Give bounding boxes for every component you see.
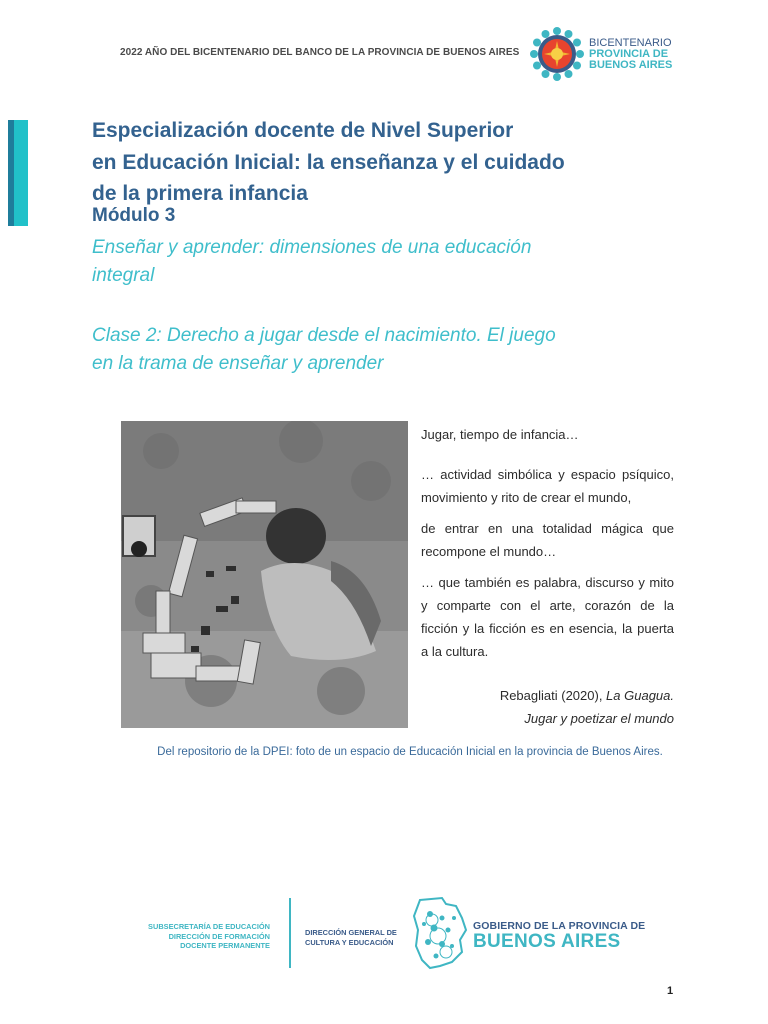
epigraph-quote — [421, 423, 674, 671]
gobierno-logo-text — [473, 920, 645, 952]
class-title-line: Clase 2: Derecho a jugar desde el nacimiento. El juego — [92, 325, 556, 346]
module-heading: Módulo 3 — [92, 205, 176, 226]
footer-subsecretaria — [130, 922, 270, 951]
citation-subtitle: Jugar y poetizar el mundo — [524, 711, 674, 726]
module-subtitle-line: Enseñar y aprender: dimensiones de una educación — [92, 237, 532, 258]
class-title-line: en la trama de enseñar y aprender — [92, 353, 384, 374]
brand-line-2: PROVINCIA DE — [589, 48, 669, 60]
side-accent-bar — [8, 120, 28, 226]
brand-line-3: BUENOS AIRES — [589, 59, 673, 71]
footer-divider — [289, 898, 291, 968]
module-subtitle — [92, 234, 652, 290]
course-title-line: de la primera infancia — [92, 182, 308, 205]
bicentenario-brand-text — [589, 38, 672, 71]
photo-caption: Del repositorio de la DPEI: foto de un espacio de Educación Inicial en la provincia de Buenos Aires. — [157, 746, 663, 758]
page-number: 1 — [667, 985, 674, 997]
quote-paragraph: … que también es palabra, discurso y mito y comparte con el arte, corazón de la ficción y la ficción es en esencia, la puerta a la cultura. — [421, 575, 674, 659]
header-bicentenary-text: 2022 AÑO DEL BICENTENARIO DEL BANCO DE LA PROVINCIA DE BUENOS AIRES — [120, 47, 520, 58]
footer-dir-line: CULTURA Y EDUCACIÓN — [305, 937, 394, 947]
quote-first-line: Jugar, tiempo de infancia… — [421, 427, 579, 442]
province-map-icon — [412, 896, 468, 970]
footer-sub-line: DOCENTE PERMANENTE — [180, 941, 270, 950]
bicentenario-logo-icon — [529, 26, 585, 82]
quote-paragraph: … actividad simbólica y espacio psíquico, movimiento y rito de crear el mundo, — [421, 467, 674, 505]
footer-sub-line: DIRECCIÓN DE FORMACIÓN — [168, 931, 270, 941]
footer-dir-line: DIRECCIÓN GENERAL DE — [305, 928, 397, 937]
child-playing-photo — [121, 421, 408, 728]
citation-title: La Guagua. — [606, 688, 674, 703]
quote-paragraph: de entrar en una totalidad mágica que recompone el mundo… — [421, 521, 674, 559]
quote-citation — [421, 684, 674, 730]
gobierno-line-2: BUENOS AIRES — [473, 931, 621, 952]
brand-line-1: BICENTENARIO — [589, 37, 672, 49]
module-subtitle-line: integral — [92, 265, 155, 286]
class-title — [92, 322, 672, 378]
footer-direccion-general — [305, 928, 405, 947]
gobierno-line-1: GOBIERNO DE LA PROVINCIA DE — [473, 920, 646, 932]
course-title-line: Especialización docente de Nivel Superior — [92, 119, 514, 142]
course-title — [92, 115, 692, 210]
footer-sub-line: SUBSECRETARÍA DE EDUCACIÓN — [148, 922, 270, 931]
citation-author: Rebagliati (2020), — [499, 688, 607, 703]
course-title-line: en Educación Inicial: la enseñanza y el cuidado — [92, 150, 565, 174]
